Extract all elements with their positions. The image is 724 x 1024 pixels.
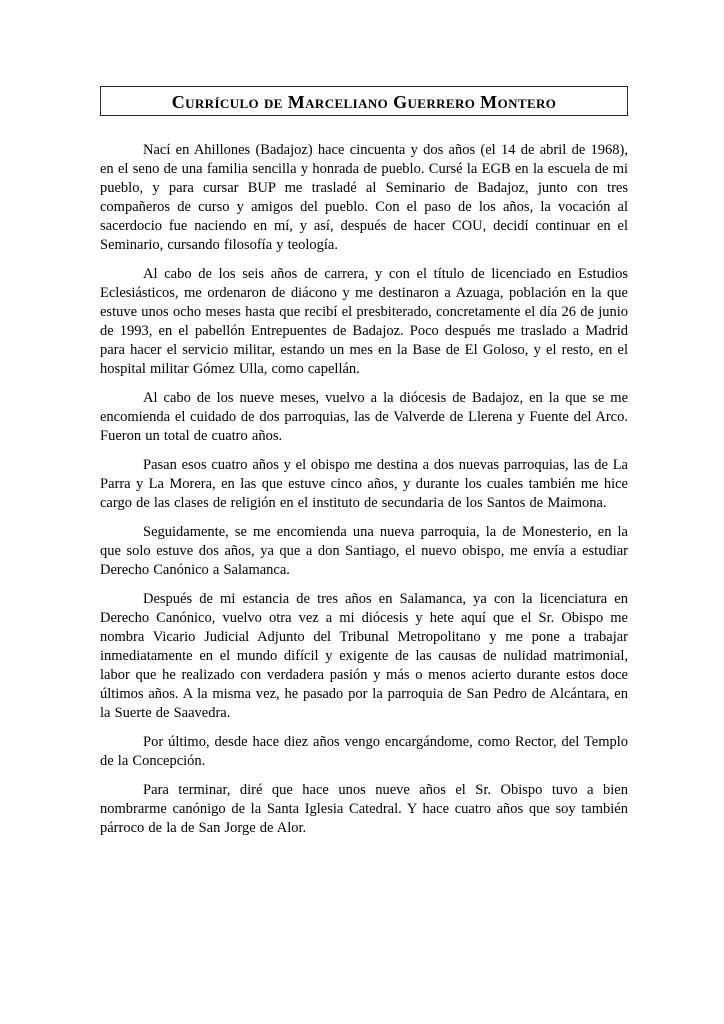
document-body xyxy=(100,141,628,848)
paragraph-monesterio-salamanca: Seguidamente, se me encomienda una nueva parroquia, la de Monesterio, en la que solo estuve dos años, ya que a don Santiago, el nuevo obispo, me envía a estudiar Derecho Canónico a Salamanca. xyxy=(100,524,628,578)
paragraph-la-parra-la-morera: Pasan esos cuatro años y el obispo me destina a dos nuevas parroquias, las de La Parra y La Morera, en las que estuve cinco años, y durante los cuales también me hice cargo de las clases de religión en el instituto de secundaria de los Santos de Maimona. xyxy=(100,457,628,511)
paragraph-canonigo-catedral: Para terminar, diré que hace unos nueve años el Sr. Obispo tuvo a bien nombrarme canónigo de la Santa Iglesia Catedral. Y hace cuatro años que soy también párroco de la de San Jorge de Alor. xyxy=(100,782,628,836)
paragraph-rector-concepcion: Por último, desde hace diez años vengo encargándome, como Rector, del Templo de la Concepción. xyxy=(100,734,628,769)
paragraph-first-parishes: Al cabo de los nueve meses, vuelvo a la diócesis de Badajoz, en la que se me encomienda el cuidado de dos parroquias, las de Valverde de Llerena y Fuente del Arco. Fueron un total de cuatro años. xyxy=(100,390,628,444)
paragraph-ordination-military: Al cabo de los seis años de carrera, y con el título de licenciado en Estudios Eclesiásticos, me ordenaron de diácono y me destinaron a Azuaga, población en la que estuve unos ocho meses hasta que recibí el presbiterado, concretamente el día 26 de junio de 1993, en el pabellón Entrepuentes de Badajoz. Poco después me traslado a Madrid para hacer el servicio militar, estando un mes en la Base de El Goloso, y el resto, en el hospital militar Gómez Ulla, como capellán. xyxy=(100,266,628,377)
document-title: Currículo de Marceliano Guerrero Montero xyxy=(171,91,557,112)
paragraph-vicario-judicial: Después de mi estancia de tres años en Salamanca, ya con la licenciatura en Derecho Canónico, vuelvo otra vez a mi diócesis y hete aquí que el Sr. Obispo me nombra Vicario Judicial Adjunto del Tribunal Metropolitano y me pone a trabajar inmediatamente en el mundo difícil y exigente de las causas de nulidad matrimonial, labor que he realizado con verdadera pasión y más o menos acierto durante estos doce últimos años. A la misma vez, he pasado por la parroquia de San Pedro de Alcántara, en la Suerte de Saavedra. xyxy=(100,591,628,721)
paragraph-birth-and-seminary: Nací en Ahillones (Badajoz) hace cincuenta y dos años (el 14 de abril de 1968), en el seno de una familia sencilla y honrada de pueblo. Cursé la EGB en la escuela de mi pueblo, y para cursar BUP me trasladé al Seminario de Badajoz, junto con tres compañeros de curso y amigos del pueblo. Con el paso de los años, la vocación al sacerdocio fue naciendo en mí, y así, después de hacer COU, decidí continuar en el Seminario, cursando filosofía y teología. xyxy=(100,142,628,253)
title-box xyxy=(100,86,628,116)
